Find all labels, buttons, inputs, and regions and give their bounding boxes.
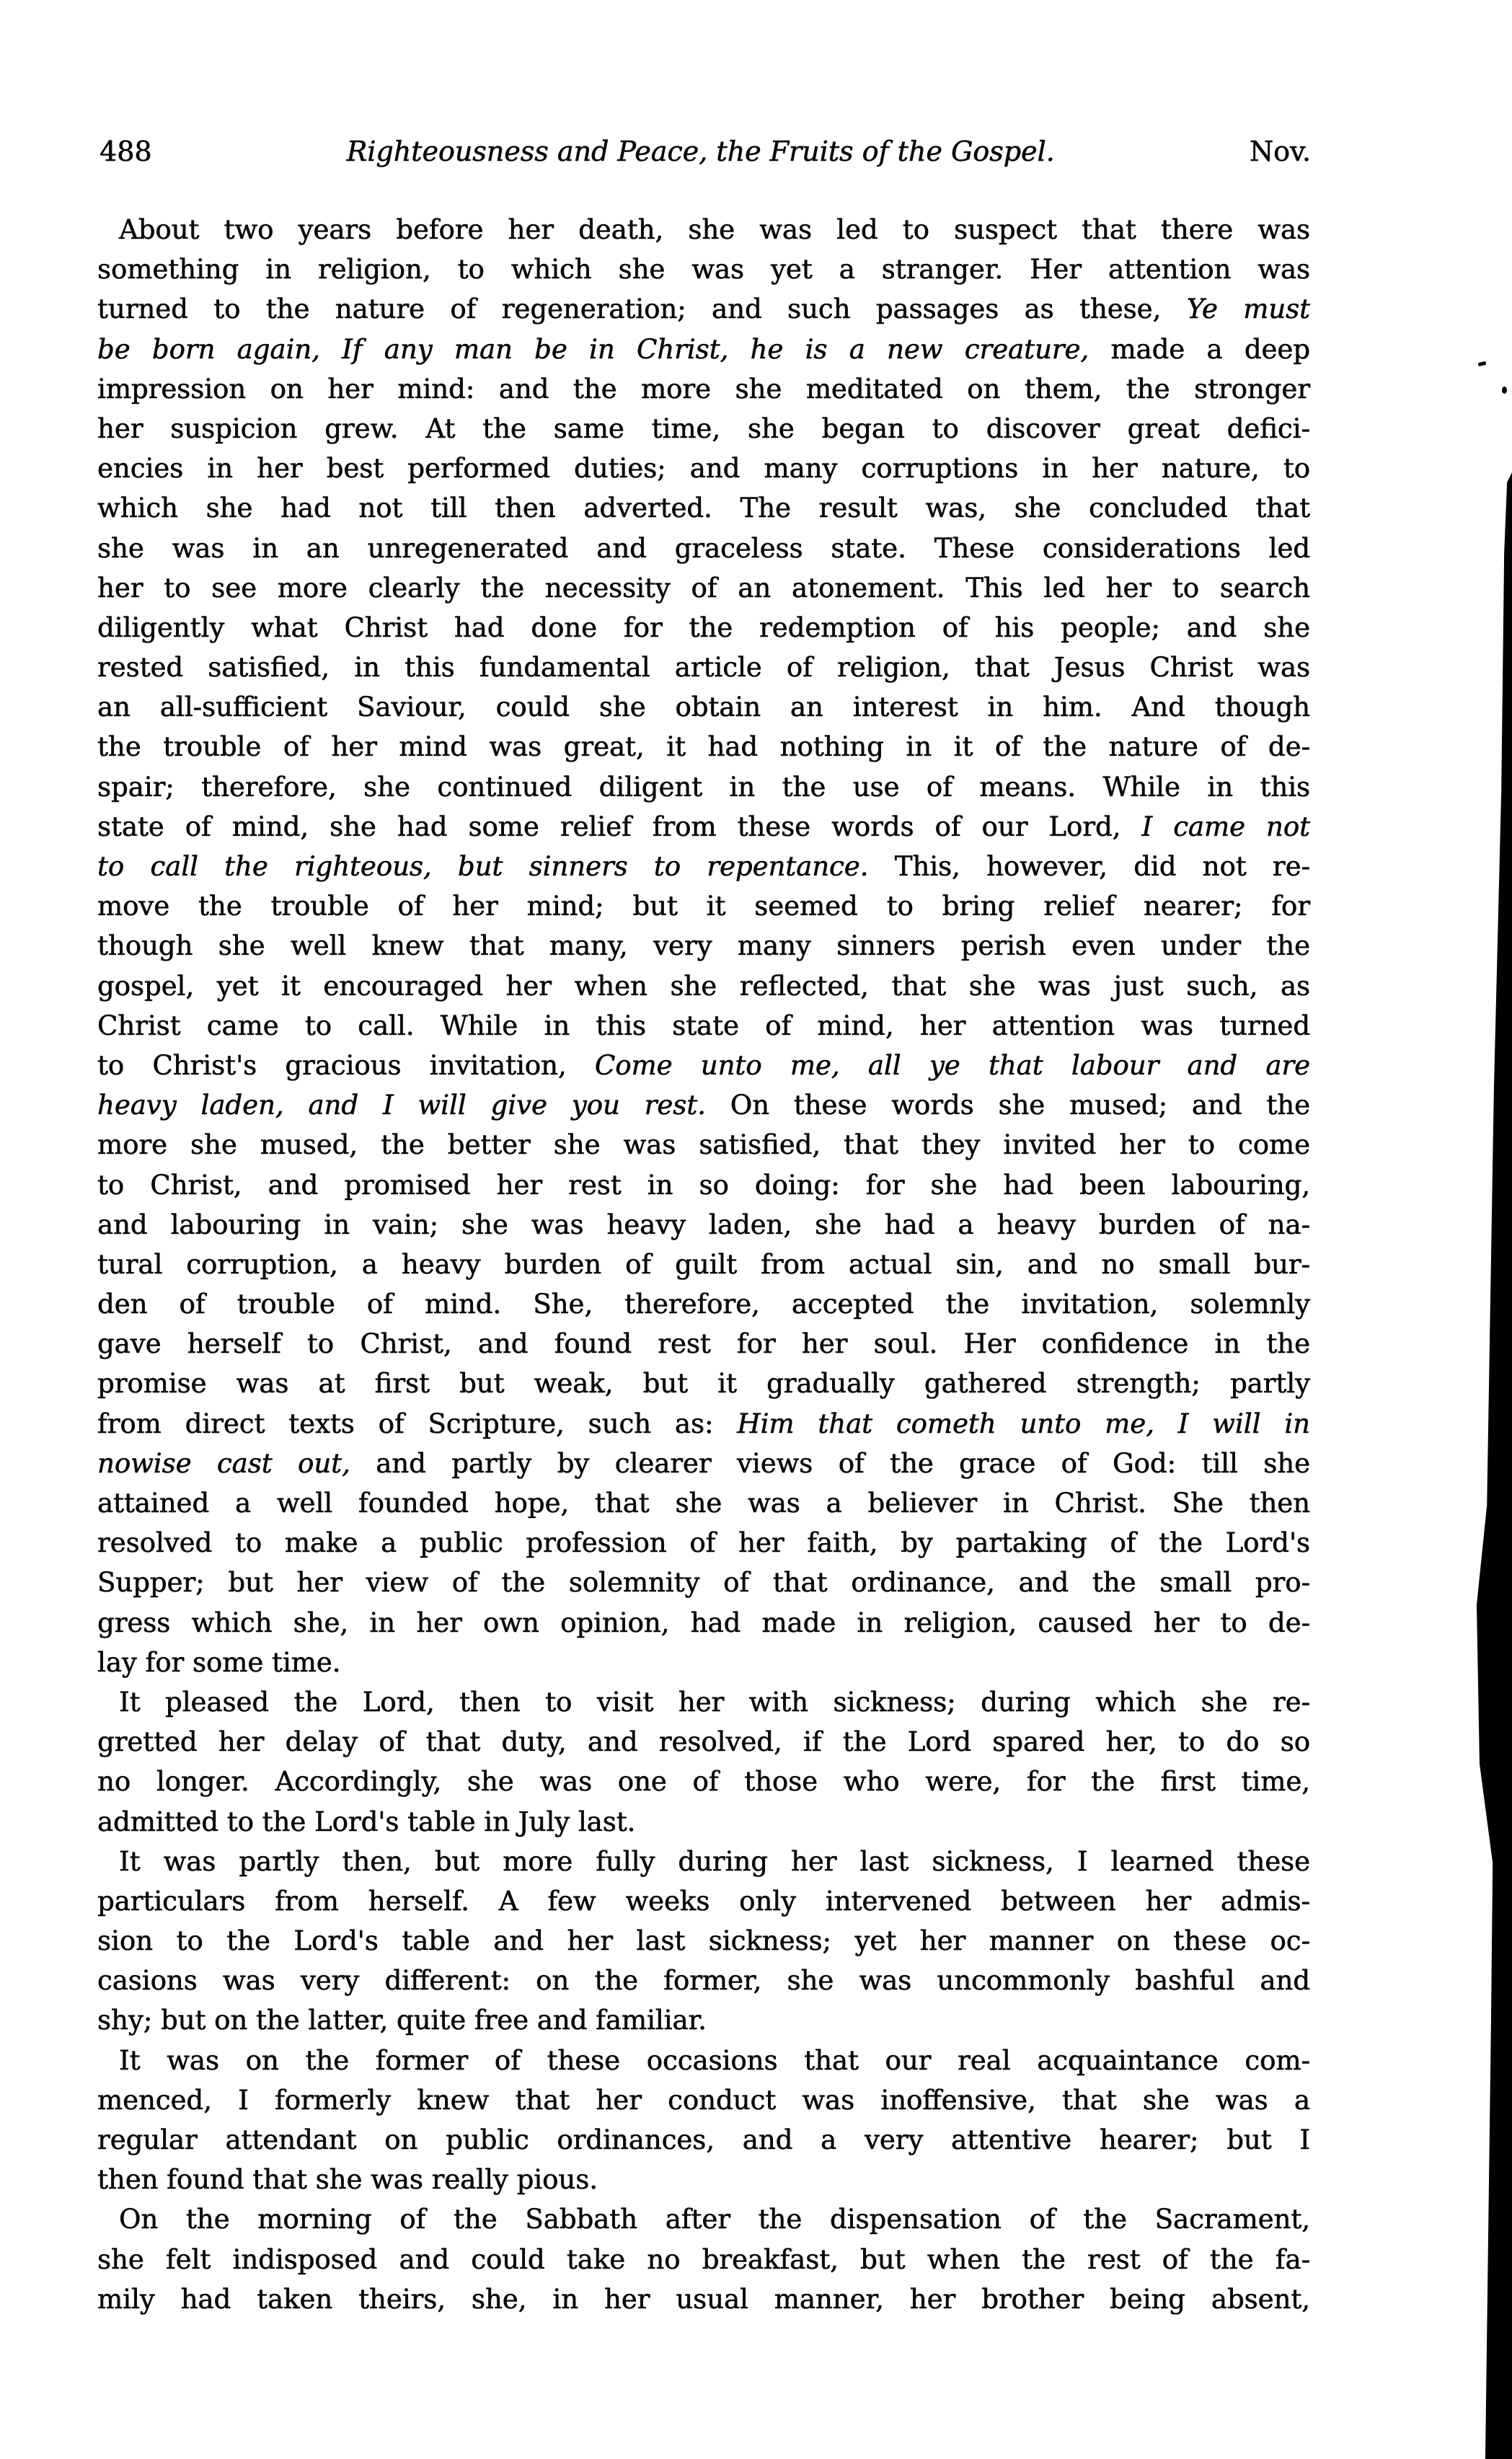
text-line: gave herself to Christ, and found rest for her soul. Her confidence in the (97, 1328, 1310, 1360)
text-line: On the morning of the Sabbath after the dispensation of the Sacrament, (119, 2204, 1310, 2235)
text-line: then found that she was really pious. (97, 2164, 598, 2196)
text-line: which she had not till then adverted. The result was, she concluded that (97, 493, 1310, 524)
text-line: to Christ's gracious invitation, Come unto me, all ye that labour and are (97, 1049, 1310, 1081)
page-header (100, 130, 1311, 173)
text-line: from direct texts of Scripture, such as: Him that cometh unto me, I will in (97, 1408, 1310, 1439)
issue-month: Nov. (1249, 136, 1311, 167)
text-line: shy; but on the latter, quite free and familiar. (97, 2005, 707, 2036)
text-line: particulars from herself. A few weeks only intervened between her admis- (97, 1885, 1310, 1917)
page-number: 488 (100, 136, 152, 167)
text-line: her suspicion grew. At the same time, she began to discover great defici- (97, 412, 1310, 444)
text-line: It was partly then, but more fully during her last sickness, I learned these (119, 1845, 1310, 1877)
text-line: to Christ, and promised her rest in so doing: for she had been labouring, (97, 1169, 1310, 1201)
text-line: she was in an unregenerated and graceless state. These considerations led (97, 532, 1310, 564)
text-line: About two years before her death, she was led to suspect that there was (119, 214, 1310, 245)
text-line: It was on the former of these occasions that our real acquaintance com- (119, 2044, 1310, 2076)
text-line: Christ came to call. While in this state of mind, her attention was turned (97, 1010, 1310, 1041)
text-line: attained a well founded hope, that she was a believer in Christ. She then (97, 1488, 1310, 1519)
text-line: something in religion, to which she was yet a stranger. Her attention was (97, 254, 1310, 286)
text-line: she felt indisposed and could take no breakfast, but when the rest of the fa- (97, 2243, 1310, 2275)
scan-speck (1502, 387, 1507, 394)
text-line: move the trouble of her mind; but it seemed to bring relief nearer; for (97, 891, 1310, 922)
text-line: den of trouble of mind. She, therefore, accepted the invitation, solemnly (97, 1289, 1310, 1320)
body-text (97, 210, 1310, 2319)
text-line: gospel, yet it encouraged her when she reflected, that she was just such, as (97, 970, 1310, 1002)
text-line: no longer. Accordingly, she was one of those who were, for the first time, (97, 1766, 1310, 1798)
text-line: sion to the Lord's table and her last sickness; yet her manner on these oc- (97, 1925, 1310, 1957)
text-line: be born again, If any man be in Christ, he is a new creature, made a deep (97, 333, 1310, 365)
text-line: casions was very different: on the former, she was uncommonly bashful and (97, 1965, 1310, 1997)
text-line: diligently what Christ had done for the redemption of his people; and she (97, 612, 1310, 643)
text-line: impression on her mind: and the more she meditated on them, the stronger (97, 373, 1310, 405)
text-line: tural corruption, a heavy burden of guilt from actual sin, and no small bur- (97, 1248, 1310, 1280)
text-line: turned to the nature of regeneration; and such passages as these, Ye must (97, 293, 1310, 325)
text-line: admitted to the Lord's table in July last. (97, 1806, 636, 1837)
text-line: heavy laden, and I will give you rest. On these words she mused; and the (97, 1090, 1311, 1121)
text-line: gress which she, in her own opinion, had made in religion, caused her to de- (97, 1607, 1310, 1638)
text-line: nowise cast out, and partly by clearer views of the grace of God: till she (97, 1447, 1311, 1479)
text-line: rested satisfied, in this fundamental article of religion, that Jesus Christ was (97, 652, 1310, 684)
text-line: resolved to make a public profession of her faith, by partaking of the Lord's (97, 1527, 1310, 1559)
running-title: Righteousness and Peace, the Fruits of the Gospel. (346, 136, 1055, 167)
text-line: an all-sufficient Saviour, could she obtain an interest in him. And though (97, 692, 1310, 723)
text-line: regular attendant on public ordinances, and a very attentive hearer; but I (97, 2124, 1310, 2155)
text-line: promise was at first but weak, but it gradually gathered strength; partly (97, 1368, 1310, 1400)
text-line: to call the righteous, but sinners to repentance. This, however, did not re- (97, 851, 1310, 882)
text-line: state of mind, she had some relief from these words of our Lord, I came not (97, 811, 1311, 842)
text-line: the trouble of her mind was great, it had nothing in it of the nature of de- (97, 731, 1310, 763)
text-line: Supper; but her view of the solemnity of that ordinance, and the small pro- (97, 1567, 1310, 1599)
text-line: gretted her delay of that duty, and resolved, if the Lord spared her, to do so (97, 1726, 1310, 1758)
text-line: lay for some time. (97, 1646, 341, 1678)
text-line: spair; therefore, she continued diligent in the use of means. While in this (97, 771, 1310, 803)
text-line: It pleased the Lord, then to visit her with sickness; during which she re- (119, 1686, 1310, 1718)
text-line: encies in her best performed duties; and many corruptions in her nature, to (97, 453, 1310, 485)
scan-speck (1478, 361, 1487, 367)
text-line: and labouring in vain; she was heavy laden, she had a heavy burden of na- (97, 1209, 1310, 1240)
scan-gutter-shadow (1471, 472, 1512, 2459)
text-line: mily had taken theirs, she, in her usual manner, her brother being absent, (97, 2283, 1310, 2315)
text-line: though she well knew that many, very many sinners perish even under the (97, 930, 1310, 962)
text-line: menced, I formerly knew that her conduct was inoffensive, that she was a (97, 2084, 1310, 2116)
text-line: her to see more clearly the necessity of an atonement. This led her to search (97, 572, 1310, 604)
text-line: more she mused, the better she was satisfied, that they invited her to come (97, 1129, 1310, 1161)
